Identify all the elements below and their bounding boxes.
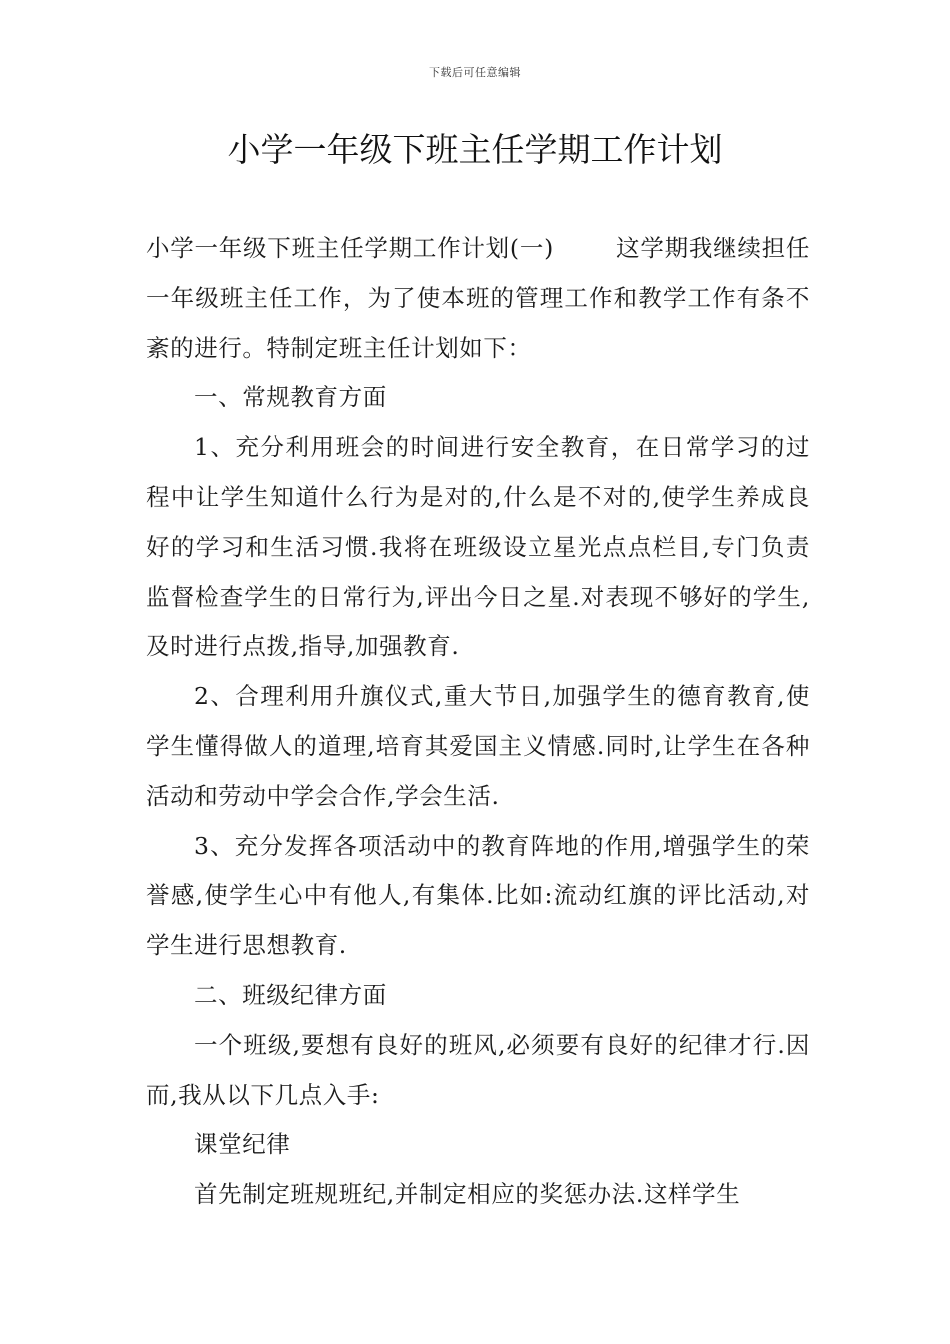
intro-text: 这学期我继续担任一年级班主任工作，为了使本班的管理工作和教学工作有条不紊的进行。特制定班主任计划如下： — [146, 234, 810, 362]
document-body — [146, 224, 810, 1220]
paragraph-1-3: 3、充分发挥各项活动中的教育阵地的作用,增强学生的荣誉感,使学生心中有他人,有集体.比如:流动红旗的评比活动,对学生进行思想教育. — [146, 831, 810, 960]
subheading-classroom-discipline: 课堂纪律 — [194, 1130, 291, 1159]
paragraph-1-1: 1、充分利用班会的时间进行安全教育，在日常学习的过程中让学生知道什么行为是对的,什么是不对的,使学生养成良好的学习和生活习惯.我将在班级设立星光点点栏目,专门负责监督检查学生的日常行为,评出今日之星.对表现不够好的学生,及时进行点拨,指导,加强教育. — [146, 433, 810, 661]
page-header-note: 下载后可任意编辑 — [429, 66, 521, 79]
paragraph-1-2: 2、合理利用升旗仪式,重大节日,加强学生的德育教育,使学生懂得做人的道理,培育其爱国主义情感.同时,让学生在各种活动和劳动中学会合作,学会生活. — [146, 682, 810, 810]
document-title: 小学一年级下班主任学期工作计划 — [227, 130, 723, 169]
section-heading-1: 一、常规教育方面 — [194, 383, 387, 412]
paragraph-2-2: 首先制定班规班纪,并制定相应的奖惩办法.这样学生 — [194, 1180, 741, 1209]
intro-paragraph — [146, 224, 810, 373]
intro-lead: 小学一年级下班主任学期工作计划(一) — [146, 234, 554, 262]
paragraph-2-1: 一个班级,要想有良好的班风,必须要有良好的纪律才行.因而,我从以下几点入手: — [146, 1030, 810, 1109]
section-heading-2: 二、班级纪律方面 — [194, 980, 387, 1009]
